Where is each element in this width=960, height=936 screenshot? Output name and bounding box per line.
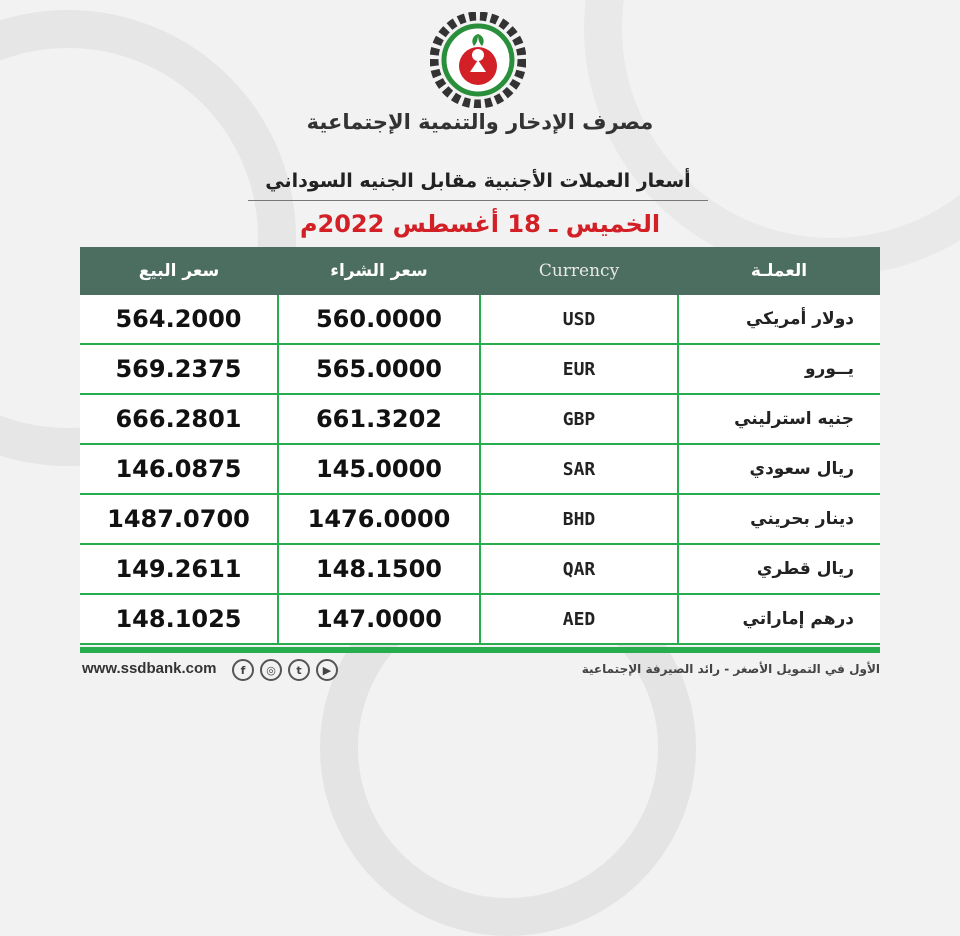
table-row xyxy=(80,494,880,544)
header-sell: سعر البيع xyxy=(80,247,278,295)
page-title: أسعار العملات الأجنبية مقابل الجنيه السوداني xyxy=(265,170,691,192)
exchange-rates-table xyxy=(80,247,880,645)
table-row xyxy=(80,544,880,594)
date-line: الخميس ـ 18 أغسطس 2022م xyxy=(299,210,661,238)
currency-name: يــورو xyxy=(678,344,880,394)
currency-code: QAR xyxy=(480,544,678,594)
buy-rate: 147.0000 xyxy=(278,594,480,644)
table-row xyxy=(80,444,880,494)
social-links xyxy=(232,659,338,681)
sell-rate: 569.2375 xyxy=(80,344,278,394)
header-buy: سعر الشراء xyxy=(278,247,480,295)
table-row xyxy=(80,295,880,344)
currency-name: ريال قطري xyxy=(678,544,880,594)
footer-divider xyxy=(80,647,880,653)
youtube-icon[interactable]: ▶ xyxy=(316,659,338,681)
buy-rate: 661.3202 xyxy=(278,394,480,444)
buy-rate: 148.1500 xyxy=(278,544,480,594)
table-row xyxy=(80,344,880,394)
buy-rate: 560.0000 xyxy=(278,295,480,344)
buy-rate: 565.0000 xyxy=(278,344,480,394)
currency-code: USD xyxy=(480,295,678,344)
table-row xyxy=(80,394,880,444)
tagline: الأول في التمويل الأصغر - رائد الصيرفة الإجتماعية xyxy=(581,662,880,676)
currency-code: SAR xyxy=(480,444,678,494)
currency-name: جنيه استرليني xyxy=(678,394,880,444)
website-link[interactable]: www.ssdbank.com xyxy=(82,660,217,677)
bank-logo xyxy=(430,12,526,108)
buy-rate: 145.0000 xyxy=(278,444,480,494)
twitter-icon[interactable]: t xyxy=(288,659,310,681)
currency-name: دينار بحريني xyxy=(678,494,880,544)
currency-code: EUR xyxy=(480,344,678,394)
sell-rate: 146.0875 xyxy=(80,444,278,494)
sell-rate: 149.2611 xyxy=(80,544,278,594)
sell-rate: 564.2000 xyxy=(80,295,278,344)
bank-name: مصرف الإدخار والتنمية الإجتماعية xyxy=(306,110,654,134)
currency-name: دولار أمريكي xyxy=(678,295,880,344)
title-divider xyxy=(248,200,708,201)
sell-rate: 148.1025 xyxy=(80,594,278,644)
instagram-icon[interactable]: ◎ xyxy=(260,659,282,681)
sell-rate: 1487.0700 xyxy=(80,494,278,544)
currency-code: AED xyxy=(480,594,678,644)
header-currency-ar: العملـة xyxy=(678,247,880,295)
buy-rate: 1476.0000 xyxy=(278,494,480,544)
currency-name: ريال سعودي xyxy=(678,444,880,494)
currency-code: BHD xyxy=(480,494,678,544)
sell-rate: 666.2801 xyxy=(80,394,278,444)
currency-name: درهم إماراتي xyxy=(678,594,880,644)
table-row xyxy=(80,594,880,644)
table-header-row xyxy=(80,247,880,295)
facebook-icon[interactable]: f xyxy=(232,659,254,681)
currency-code: GBP xyxy=(480,394,678,444)
header-currency-en: Currency xyxy=(480,247,678,295)
